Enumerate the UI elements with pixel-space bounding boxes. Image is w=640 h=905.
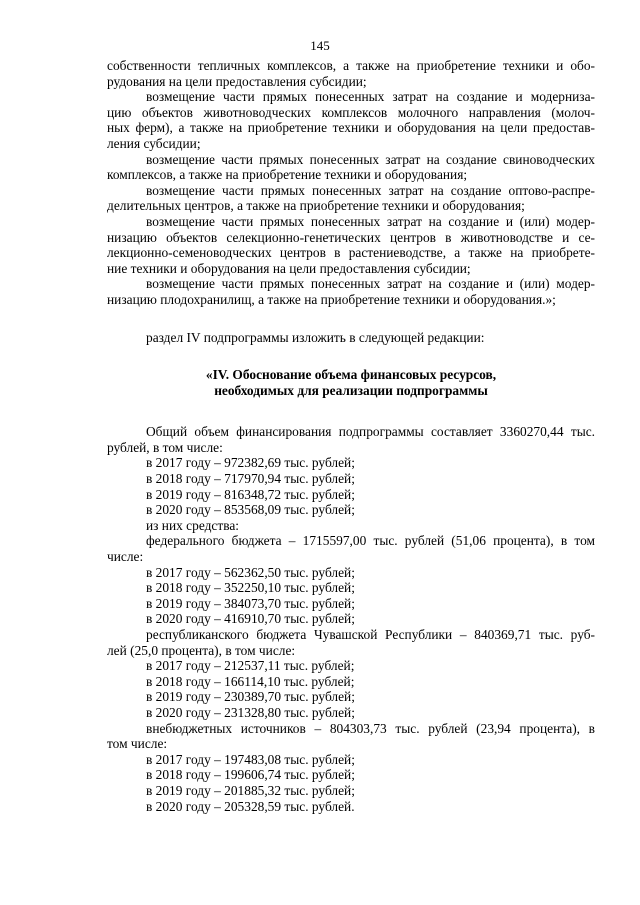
republic-budget-text: республиканского бюджета Чувашской Республики – 840369,71 тыс. руб-	[146, 627, 595, 642]
year-line: в 2020 году – 231328,80 тыс. рублей;	[146, 704, 355, 720]
year-line: в 2017 году – 212537,11 тыс. рублей;	[146, 658, 355, 674]
document-body	[107, 58, 595, 814]
instruction-text: раздел IV подпрограммы изложить в следующей редакции:	[146, 329, 485, 345]
extrabudget-text: том числе:	[107, 736, 168, 752]
list-item-line: возмещение части прямых понесенных затрат на создание оптово-распре-	[146, 182, 595, 198]
list-item-line: ние техники и оборудования на цели предоставления субсидии;	[107, 260, 471, 276]
extrabudget-text: внебюджетных источников – 804303,73 тыс. рублей (23,94 процента), в	[146, 720, 595, 736]
total-funding-text: рублей, в том числе:	[107, 439, 223, 455]
list-item-line: собственности тепличных комплексов, а также на приобретение техники и обо-	[107, 58, 595, 73]
year-line: в 2018 году – 199606,74 тыс. рублей;	[146, 767, 355, 783]
year-line: в 2017 году – 972382,69 тыс. рублей;	[146, 455, 355, 471]
federal-budget-text: числе:	[107, 549, 144, 565]
year-line: в 2019 году – 816348,72 тыс. рублей;	[146, 486, 355, 502]
list-item-line: цию объектов животноводческих комплексов молочного направления (молоч-	[107, 104, 595, 120]
list-item-line: делительных центров, а также на приобретение техники и оборудования;	[107, 198, 525, 214]
year-line: в 2018 году – 352250,10 тыс. рублей;	[146, 580, 355, 596]
list-item-line: низацию плодохранилищ, а также на приобретение техники и оборудования.»;	[107, 291, 556, 307]
year-line: в 2017 году – 197483,08 тыс. рублей;	[146, 751, 355, 767]
list-item-line: ных ферм), а также на приобретение техники и оборудования на цели предостав-	[107, 120, 595, 136]
page-number: 145	[310, 38, 330, 53]
republic-budget-text: лей (25,0 процента), в том числе:	[107, 642, 296, 658]
year-line: в 2020 году – 416910,70 тыс. рублей;	[146, 611, 355, 627]
list-item-line: низацию объектов селекционно-генетических центров в животноводстве и се-	[107, 229, 595, 245]
section-heading	[107, 367, 595, 398]
year-line: в 2019 году – 201885,32 тыс. рублей;	[146, 782, 355, 798]
year-line: в 2019 году – 230389,70 тыс. рублей;	[146, 689, 355, 705]
list-item-line: возмещение части прямых понесенных затрат на создание и (или) модер-	[146, 276, 595, 292]
list-item-line: комплексов, а также на приобретение техники и оборудования;	[107, 167, 468, 183]
federal-budget-text: федерального бюджета – 1715597,00 тыс. рублей (51,06 процента), в том	[146, 533, 595, 549]
of-which-label: из них средства:	[146, 517, 240, 533]
list-item-line: возмещение части прямых понесенных затрат на создание и модерниза-	[146, 89, 595, 105]
list-item-line: возмещение части прямых понесенных затрат на создание и (или) модер-	[146, 213, 595, 229]
year-line: в 2017 году – 562362,50 тыс. рублей;	[146, 564, 355, 580]
year-line: в 2020 году – 205328,59 тыс. рублей.	[146, 798, 355, 814]
year-line: в 2020 году – 853568,09 тыс. рублей;	[146, 502, 355, 518]
year-line: в 2018 году – 166114,10 тыс. рублей;	[146, 673, 355, 689]
list-item-line: возмещение части прямых понесенных затрат на создание свиноводческих	[146, 151, 595, 167]
list-item-line: рудования на цели предоставления субсидии;	[107, 73, 367, 89]
year-line: в 2019 году – 384073,70 тыс. рублей;	[146, 595, 355, 611]
year-line: в 2018 году – 717970,94 тыс. рублей;	[146, 471, 355, 487]
section-heading-line: необходимых для реализации подпрограммы	[214, 382, 488, 398]
list-item-line: лекционно-семеноводческих центров в растениеводстве, а также на приобрете-	[107, 245, 595, 261]
total-funding-text: Общий объем финансирования подпрограммы составляет 3360270,44 тыс.	[146, 424, 595, 440]
list-item-line: ления субсидии;	[107, 135, 201, 151]
section-heading-line: «IV. Обоснование объема финансовых ресурсов,	[205, 367, 497, 383]
